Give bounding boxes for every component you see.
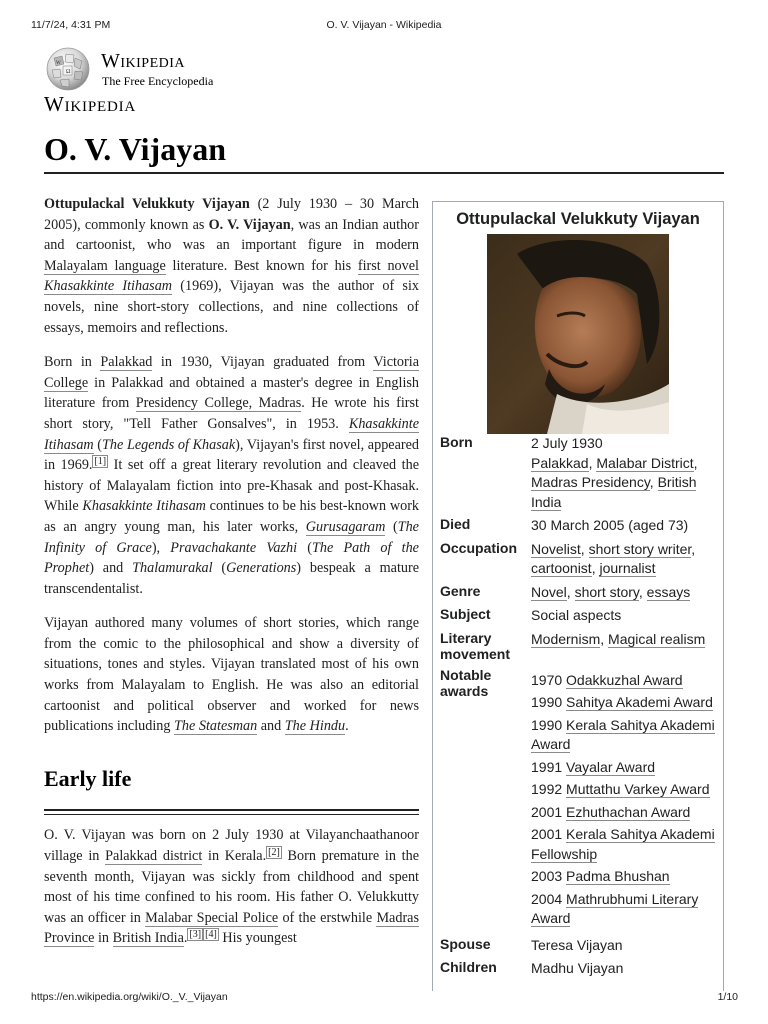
infobox-value-spouse: Teresa Vijayan xyxy=(531,936,623,953)
award-item: 1991 Vayalar Award xyxy=(531,758,656,775)
link-malabar-special-police[interactable]: Malabar Special Police xyxy=(145,909,279,926)
link-short-story-writer[interactable]: short story writer xyxy=(588,540,692,557)
infobox-value-genre: Novel, short story, essays xyxy=(531,583,691,600)
logo-tagline: The Free Encyclopedia xyxy=(102,74,214,88)
reference-3[interactable]: [3] xyxy=(189,929,202,941)
link-award-mathrubhumi[interactable]: Mathrubhumi Literary Award xyxy=(531,890,699,926)
infobox-row-genre xyxy=(433,583,723,603)
infobox-label-subject: Subject xyxy=(440,606,491,622)
svg-text:W: W xyxy=(56,61,61,66)
intro-paragraph-2: Born in Palakkad in 1930, Vijayan graduated from Victoria College in Palakkad and obtained a master's degree in English literature from Presidency College, Madras. He wrote his first short story, "Tell Father Gonsalves", in 1953. Khasakkinte Itihasam (The Legends of Khasak), Vijayan's first novel, appeared in 1969. [1] It set off a great literary revolution and cleaved the history of Malayalam fiction into pre-Khasak and post-Khasak. While Khasakkinte Itihasam continues to be his best-known work as an angry young man, his later works, Gurusagaram (The Infinity of Grace), Pravachakante Vazhi (The Path of the Prophet) and Thalamurakal (Generations) bespeak a mature transcendentalist. xyxy=(44,354,420,597)
portrait-photo[interactable] xyxy=(487,234,669,434)
link-award-padma-bhushan[interactable]: Padma Bhushan xyxy=(566,868,670,884)
link-malabar-district[interactable]: Malabar District xyxy=(596,454,694,471)
infobox-label-literary-movement: Literary movement xyxy=(440,629,511,662)
award-item: 2004 Mathrubhumi Literary Award xyxy=(531,890,699,926)
link-victoria-college[interactable]: Victoria College xyxy=(44,354,419,391)
print-url: https://en.wikipedia.org/wiki/O._V._Vijayan xyxy=(31,991,228,1003)
infobox-value-notable-awards xyxy=(531,667,721,932)
print-timestamp: 11/7/24, 4:31 PM xyxy=(31,19,111,31)
link-british-india-born[interactable]: British India xyxy=(531,474,697,510)
infobox-row-subject xyxy=(433,606,723,626)
infobox-row-spouse xyxy=(433,936,723,956)
link-journalist[interactable]: journalist xyxy=(599,560,656,576)
infobox-value-born: 2 July 1930 Palakkad, Malabar District, Madras Presidency, British India xyxy=(531,435,698,510)
infobox-row-born xyxy=(433,434,723,512)
infobox-value-subject: Social aspects xyxy=(531,607,622,623)
link-award-muttathu-varkey[interactable]: Muttathu Varkey Award xyxy=(566,781,710,797)
link-presidency-college[interactable]: Presidency College, Madras xyxy=(135,395,302,412)
intro-paragraph-1: Ottupulackal Velukkuty Vijayan (2 July 1930 – 30 March 2005), commonly known as O. V. Vijayan, was an Indian author and cartoonist, who was an important figure in modern Malayalam language literature. Best known for his first novel Khasakkinte Itihasam (1969), Vijayan was the author of six novels, nine short-story collections, and nine collections of essays, memoirs and reflections. xyxy=(44,196,419,336)
print-document-title: O. V. Vijayan - Wikipedia xyxy=(326,19,442,31)
intro-paragraph-3: Vijayan authored many volumes of short stories, which range from the comic to the philosophical and show a diversity of situations, tones and styles. Vijayan translated most of his own works from Malayalam to English. He was also an editorial cartoonist and political observer and worked for news publications including The Statesman and The Hindu. xyxy=(44,615,419,735)
link-madras-presidency[interactable]: Madras Presidency xyxy=(531,474,650,490)
infobox-rows xyxy=(433,434,723,983)
section-divider-thin xyxy=(44,814,419,815)
link-novel[interactable]: Novel xyxy=(531,583,567,600)
link-award-odakkuzhal[interactable]: Odakkuzhal Award xyxy=(566,671,683,688)
reference-2[interactable]: [2] xyxy=(268,847,280,859)
link-magical-realism[interactable]: Magical realism xyxy=(608,630,706,647)
award-item: 1992 Muttathu Varkey Award xyxy=(531,781,710,797)
award-item: 2001 Ezhuthachan Award xyxy=(531,803,691,820)
link-novelist[interactable]: Novelist xyxy=(531,540,581,557)
link-born-palakkad[interactable]: Palakkad xyxy=(531,454,589,471)
link-essays[interactable]: essays xyxy=(646,583,691,600)
infobox-label-children: Children xyxy=(440,959,497,975)
infobox-label-genre: Genre xyxy=(440,582,481,599)
link-palakkad-district[interactable]: Palakkad district xyxy=(105,848,203,865)
link-khasakkinte-itihasam[interactable]: Khasakkinte Itihasam xyxy=(44,278,173,295)
link-the-hindu[interactable]: The Hindu xyxy=(284,718,346,735)
link-award-kerala-sahitya-akademi[interactable]: Kerala Sahitya Akademi Award xyxy=(531,716,715,752)
article-body xyxy=(44,194,419,963)
svg-text:Ω: Ω xyxy=(66,69,71,75)
print-page-count: 1/10 xyxy=(717,991,738,1003)
award-item: 1990 Kerala Sahitya Akademi Award xyxy=(531,716,715,752)
infobox-row-occupation xyxy=(433,540,723,579)
wikipedia-globe-icon xyxy=(44,46,92,92)
early-life-paragraph-1: O. V. Vijayan was born on 2 July 1930 at Vilayanchaathanoor village in Palakkad district in Kerala. [2] Born premature in the seventh month, Vijayan was sickly from childhood and spent most of his time confined to his room. His father O. Velukkutty was an officer in Malabar Special Police of the erstwhile Madras Province in British India. [3] [4] His youngest xyxy=(44,827,419,947)
infobox-row-died xyxy=(433,516,723,536)
infobox-value-died: 30 March 2005 (aged 73) xyxy=(531,517,689,533)
infobox-value-literary-movement: Modernism, Magical realism xyxy=(531,630,706,647)
print-header xyxy=(0,19,768,33)
infobox xyxy=(432,201,724,991)
link-cartoonist[interactable]: cartoonist xyxy=(531,560,592,576)
infobox-row-children xyxy=(433,959,723,979)
infobox-value-children: Madhu Vijayan xyxy=(531,960,624,976)
reference-4[interactable]: [4] xyxy=(205,929,217,941)
print-footer xyxy=(0,991,768,1005)
site-wordmark: Wikipedia xyxy=(44,92,137,116)
infobox-row-literary-movement xyxy=(433,630,723,663)
title-divider xyxy=(44,172,724,174)
link-gurusagaram[interactable]: Gurusagaram xyxy=(305,518,386,535)
subject-short-name: O. V. Vijayan xyxy=(208,216,291,233)
infobox-title: Ottupulackal Velukkuty Vijayan xyxy=(456,210,700,228)
subject-full-name: Ottupulackal Velukkuty Vijayan xyxy=(44,196,250,212)
infobox-label-died: Died xyxy=(440,516,471,532)
link-palakkad[interactable]: Palakkad xyxy=(100,354,153,371)
infobox-label-spouse: Spouse xyxy=(440,935,491,952)
infobox-label-born: Born xyxy=(440,434,473,450)
award-item: 1990 Sahitya Akademi Award xyxy=(531,694,713,710)
infobox-row-notable-awards xyxy=(433,667,723,932)
reference-1[interactable]: [1] xyxy=(94,456,107,468)
link-award-sahitya-akademi[interactable]: Sahitya Akademi Award xyxy=(566,694,713,710)
link-madras-province[interactable]: Madras Province xyxy=(44,909,419,947)
link-british-india[interactable]: British India xyxy=(112,930,184,947)
infobox-label-occupation: Occupation xyxy=(440,539,518,556)
link-modernism[interactable]: Modernism xyxy=(531,630,601,647)
logo-wordmark: Wikipedia xyxy=(101,50,186,72)
infobox-value-occupation: Novelist, short story writer, cartoonist, journalist xyxy=(531,540,696,576)
section-divider xyxy=(44,809,419,811)
award-item: 1970 Odakkuzhal Award xyxy=(531,671,683,688)
link-khasakkinte-itihasam-2[interactable]: Khasakkinte Itihasam xyxy=(44,415,419,453)
link-the-statesman[interactable]: The Statesman xyxy=(174,718,258,735)
award-item: 2001 Kerala Sahitya Akademi Fellowship xyxy=(531,826,715,862)
link-malayalam-language[interactable]: Malayalam language xyxy=(44,257,166,274)
link-award-ezhuthachan[interactable]: Ezhuthachan Award xyxy=(566,803,691,820)
link-first-novel[interactable]: first novel xyxy=(357,257,419,274)
page-title: O. V. Vijayan xyxy=(44,131,226,167)
link-award-kerala-fellowship[interactable]: Kerala Sahitya Akademi Fellowship xyxy=(531,826,715,862)
link-short-story[interactable]: short story xyxy=(574,583,639,600)
award-item: 2003 Padma Bhushan xyxy=(531,868,670,884)
section-heading-early-life: Early life xyxy=(44,765,132,791)
infobox-label-notable-awards: Notable awards xyxy=(440,666,492,699)
link-award-vayalar[interactable]: Vayalar Award xyxy=(566,758,656,775)
wikipedia-logo-link[interactable] xyxy=(44,46,244,92)
